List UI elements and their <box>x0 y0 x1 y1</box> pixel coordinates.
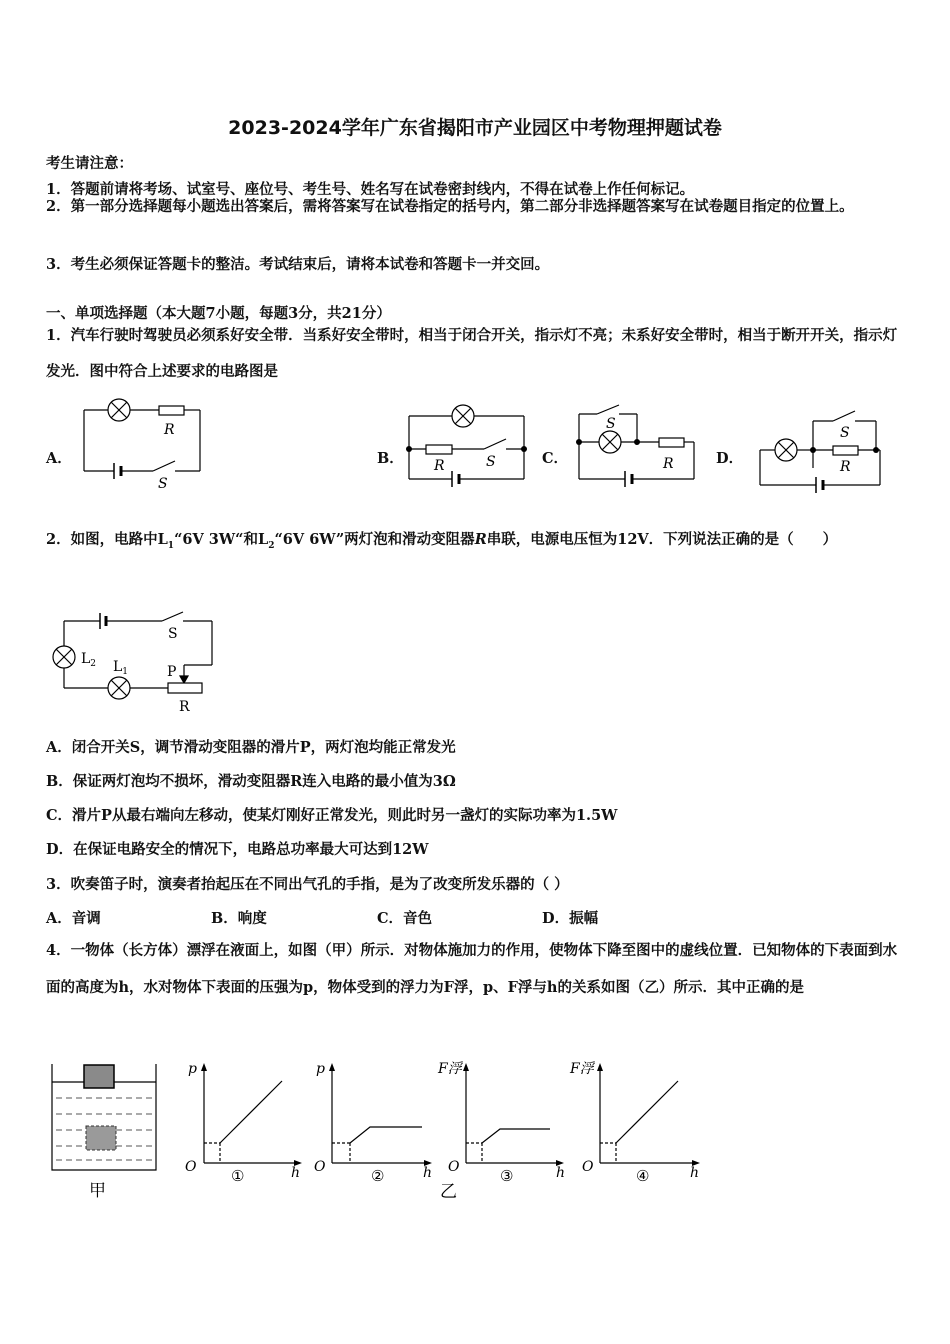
switch-label: S <box>168 626 178 642</box>
graph-number: ④ <box>636 1167 650 1185</box>
q2-option: C．滑片P从最右端向左移动，使某灯刚好正常发光，则此时另一盏灯的实际功率为1.5W <box>46 807 618 824</box>
graph-number: ① <box>231 1167 245 1185</box>
graph-xlabel: h <box>556 1165 566 1181</box>
graph-number: ② <box>371 1167 385 1185</box>
q4-stem: 4．一物体（长方体）漂浮在液面上，如图（甲）所示．对物体施加力的作用，使物体下降至图中的虚线位置．已知物体的下表面到水面的高度为h，水对物体下表面的压强为p，物体受到的浮力为F浮，p、F浮与h的关系如图（乙）所示．其中正确的是 <box>46 942 898 996</box>
q2-option: A．闭合开关S，调节滑动变阻器的滑片P，两灯泡均能正常发光 <box>46 739 456 756</box>
q3-option-d: D．振幅 <box>542 910 599 927</box>
graph-number: ③ <box>500 1167 514 1185</box>
q1-circuit-a <box>78 392 208 492</box>
q1-circuit-d <box>756 407 886 495</box>
graph-ylabel: p <box>316 1061 325 1077</box>
notice-heading: 考生请注意： <box>46 155 133 172</box>
switch-label: S <box>840 425 850 441</box>
q1-circuit-c <box>570 402 700 492</box>
q2-option: D．在保证电路安全的情况下，电路总功率最大可达到12W <box>46 841 429 858</box>
graph-ylabel: F浮 <box>570 1061 594 1077</box>
graph-origin: O <box>314 1159 326 1175</box>
q2-circuit <box>44 604 224 716</box>
switch-label: S <box>606 416 616 432</box>
lamp2-label: $L_2$ <box>81 651 97 669</box>
graph-ylabel: p <box>188 1061 197 1077</box>
rheostat-label: R <box>179 699 190 715</box>
notice-item: 2．第一部分选择题每小题选出答案后，需将答案写在试卷指定的括号内，第二部分非选择题答案写在试卷题目指定的位置上。 <box>46 198 854 215</box>
section-heading: 一、单项选择题（本大题7小题，每题3分，共21分） <box>46 305 391 322</box>
q3-option-b: B．响度 <box>211 910 267 927</box>
q1-stem: 1．汽车行驶时驾驶员必须系好安全带．当系好安全带时，相当于闭合开关，指示灯不亮；未系好安全带时，相当于断开开关，指示灯发光．图中符合上述要求的电路图是 <box>46 327 898 380</box>
q4-graph-2 <box>312 1055 442 1185</box>
q4-graph-1 <box>178 1055 308 1185</box>
q2-option: B．保证两灯泡均不损坏，滑动变阻器R连入电路的最小值为3Ω <box>46 773 456 790</box>
q4-graph-4 <box>566 1055 706 1185</box>
resistor-label: R <box>434 458 445 474</box>
graph-xlabel: h <box>423 1165 433 1181</box>
q3-option-a: A．音调 <box>46 910 101 927</box>
q1-option-a: A． <box>46 450 72 467</box>
notice-item: 3．考生必须保证答题卡的整洁。考试结束后，请将本试卷和答题卡一并交回。 <box>46 256 550 273</box>
graph-origin: O <box>185 1159 197 1175</box>
resistor-label: R <box>164 422 175 438</box>
q1-option-d: D． <box>716 450 744 467</box>
resistor-label: R <box>840 459 851 475</box>
graph-xlabel: h <box>690 1165 700 1181</box>
q4-graph-3 <box>432 1055 572 1205</box>
graph-origin: O <box>448 1159 460 1175</box>
notice-item: 1．答题前请将考场、试室号、座位号、考生号、姓名写在试卷密封线内，不得在试卷上作任何标记。 <box>46 181 695 198</box>
fig-jia-label: 甲 <box>89 1181 106 1201</box>
lamp1-label: $L_1$ <box>113 659 129 677</box>
q1-option-c: C． <box>542 450 569 467</box>
q3-stem: 3．吹奏笛子时，演奏者抬起压在不同出气孔的手指，是为了改变所发乐器的（ ） <box>46 876 569 893</box>
resistor-label: R <box>663 456 674 472</box>
graph-origin: O <box>582 1159 594 1175</box>
fig-yi-label: 乙 <box>440 1182 457 1202</box>
slider-label: P <box>167 664 177 680</box>
q4-figure-jia <box>48 1060 160 1205</box>
q2-stem: 2．如图，电路中$L_1“6V$ 3W“和$L_2“6V$ 6W”两灯泡和滑动变阻器R串联，电源电压恒为12V．下列说法正确的是（ ） <box>46 531 838 551</box>
graph-xlabel: h <box>291 1165 301 1181</box>
q3-option-c: C．音色 <box>377 910 433 927</box>
page-title: 2023-2024学年广东省揭阳市产业园区中考物理押题试卷 <box>228 117 722 139</box>
q1-option-b: B． <box>377 450 404 467</box>
graph-ylabel: F浮 <box>438 1061 462 1077</box>
q1-circuit-b <box>402 400 532 492</box>
switch-label: S <box>158 476 168 492</box>
switch-label: S <box>486 454 496 470</box>
